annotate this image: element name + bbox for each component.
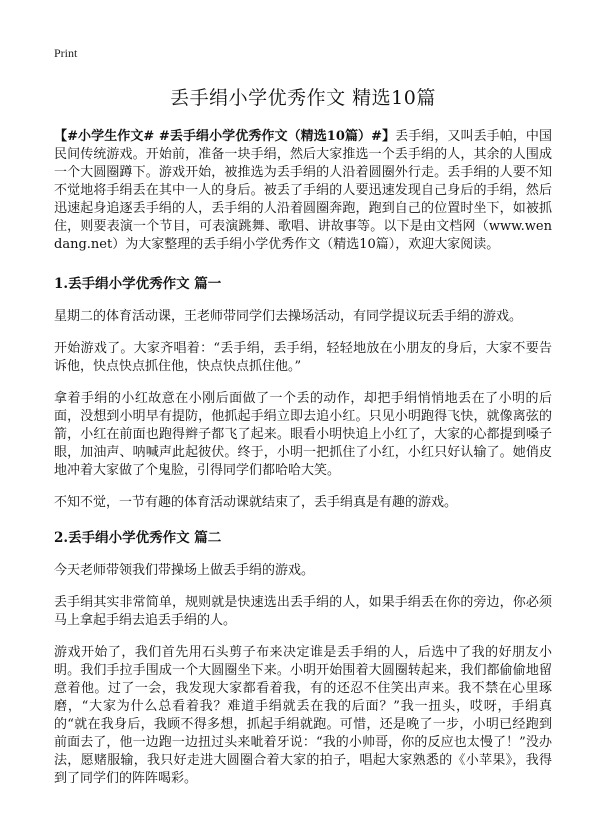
intro-tag: 【#小学生作文# #丢手绢小学优秀作文（精选10篇）#】	[54, 129, 396, 144]
section-2	[54, 526, 552, 788]
intro-paragraph	[54, 128, 552, 254]
section-heading: 1.丢手绢小学优秀作文 篇一	[54, 276, 222, 292]
intro-text: 丢手绢，又叫丢手帕，中国民间传统游戏。开始前，准备一块手绢，然后大家推选一个丢手绢的人，其余的人围成一个大圆圈蹲下。游戏开始，被推选为丢手绢的人沿着圆圈外行走。丢手绢的人要不知不觉地将手绢丢在其中一人的身后。被丢了手绢的人要迅速发现自己身后的手绢，然后迅速起身追逐丢手绢的人，丢手绢的人沿着圆圈奔跑，跑到自己的位置时坐下，如被抓住，则要表演一个节目，可表演跳舞、歌唱、讲故事等。以下是由文档网（www.wendang.net）为大家整理的丢手绢小学优秀作文（精选10篇），欢迎大家阅读。	[54, 129, 552, 252]
section-paragraph: 游戏开始了，我们首先用石头剪子布来决定谁是丢手绢的人，后选中了我的好朋友小明。我们手拉手围成一个大圆圈坐下来。小明开始围着大圆圈转起来，我们都偷偷地留意着他。过了一会，我发现大家都看着我，有的还忍不住笑出声来。我不禁在心里琢磨，“大家为什么总看着我？难道手绢就丢在我的后面？”我一扭头，哎呀，手绢真的“就在我身后，我顾不得多想，抓起手绢就跑。可惜，还是晚了一步，小明已经跑到前面去了，他一边跑一边扭过头来呲着牙说：“我的小帅哥，你的反应也太慢了！”没办法，愿赌服输，我只好走进大圆圈合着大家的拍子，唱起大家熟悉的《小苹果》，我得到了同学们的阵阵喝彩。	[54, 645, 552, 786]
document-title: 丢手绢小学优秀作文 精选10篇	[170, 87, 436, 109]
section-paragraph: 拿着手绢的小红故意在小刚后面做了一个丢的动作，却把手绢悄悄地丢在了小明的后面，没想到小明早有提防，他抓起手绢立即去追小红。只见小明跑得飞快，就像离弦的箭，小红在前面也跑得辫子都飞了起来。眼看小明快追上小红了，大家的心都提到嗓子眼，加油声、呐喊声此起彼伏。终于，小明一把抓住了小红，小红只好认输了。她俏皮地冲着大家做了个鬼脸，引得同学们都哈哈大笑。	[54, 391, 552, 478]
print-label: Print	[54, 46, 78, 60]
section-paragraph: 今天老师带领我们带操场上做丢手绢的游戏。	[54, 563, 315, 578]
section-1	[54, 272, 552, 512]
section-paragraph: 不知不觉，一节有趣的体育活动课就结束了，丢手绢真是有趣的游戏。	[54, 495, 458, 510]
section-paragraph: 开始游戏了。大家齐唱着：“丢手绢，丢手绢，轻轻地放在小朋友的身后，大家不要告诉他，快点快点抓住他，快点快点抓住他。”	[54, 341, 552, 374]
section-paragraph: 丢手绢其实非常简单，规则就是快速选出丢手绢的人，如果手绢丢在你的旁边，你必须马上拿起手绢去追丢手绢的人。	[54, 595, 552, 628]
section-heading: 2.丢手绢小学优秀作文 篇二	[54, 530, 222, 546]
section-paragraph: 星期二的体育活动课，王老师带同学们去操场活动，有同学提议玩丢手绢的游戏。	[54, 309, 523, 324]
